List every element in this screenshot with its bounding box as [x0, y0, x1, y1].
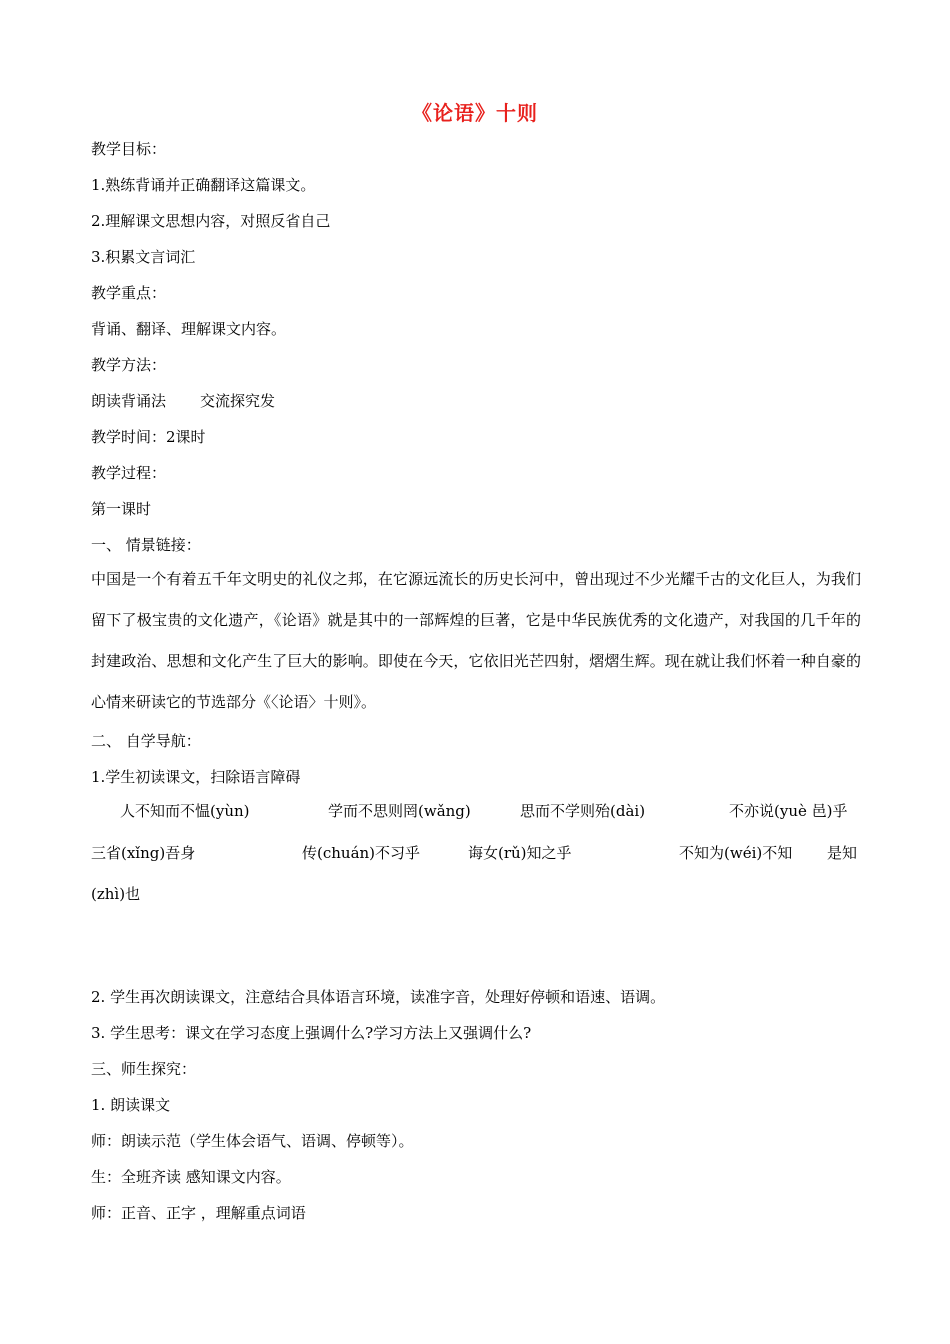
step-3-text: 3. 学生思考：课文在学习态度上强调什么?学习方法上又强调什么? — [91, 1024, 532, 1042]
process-heading: 教学过程： — [91, 464, 167, 482]
focus-heading: 教学重点： — [91, 284, 167, 302]
method-reading: 朗读背诵法 — [91, 392, 167, 410]
intro-paragraph: 中国是一个有着五千年文明史的礼仪之邦，在它源远流长的历史长河中，曾出现过不少光耀千古的文化巨人，为我们留下了极宝贵的文化遗产，《论语》就是其中的一部辉煌的巨著，它是中华民族优秀的文化遗产，对我国的几千年的封建政治、思想和文化产生了巨大的影响。即使在今天，它依旧光芒四射，熠熠生辉。现在就让我们怀着一种自豪的心情来研读它的节选部分《〈论语〉十则》。 — [91, 570, 861, 711]
step-1-text: 1.学生初读课文，扫除语言障碍 — [91, 768, 301, 786]
pinyin-item: 不亦说(yuè 邑)乎 — [729, 802, 848, 820]
pinyin-item: 人不知而不愠(yùn) — [120, 802, 250, 820]
section-one-heading: 一、 情景链接： — [91, 536, 201, 554]
objective-1: 1.熟练背诵并正确翻译这篇课文。 — [91, 176, 316, 194]
objective-3: 3.积累文言词汇 — [91, 248, 196, 266]
section-three-heading: 三、师生探究： — [91, 1060, 197, 1078]
pinyin-item: 诲女(rǔ)知之乎 — [468, 844, 572, 862]
section-two-heading: 二、 自学导航： — [91, 732, 201, 750]
methods-heading: 教学方法： — [91, 356, 167, 374]
focus-text: 背诵、翻译、理解课文内容。 — [91, 320, 287, 338]
lesson-one-heading: 第一课时 — [91, 500, 152, 518]
time-text: 教学时间：2课时 — [91, 428, 206, 446]
teacher-line-2: 师：正音、正字 ，理解重点词语 — [91, 1204, 306, 1222]
explore-step-1: 1. 朗读课文 — [91, 1096, 171, 1114]
document-title: 《论语》十则 — [412, 101, 538, 125]
pinyin-item: 学而不思则罔(wǎng) — [328, 802, 471, 820]
method-discussion: 交流探究发 — [200, 392, 276, 410]
student-line: 生：全班齐读 感知课文内容。 — [91, 1168, 291, 1186]
pinyin-item: 三省(xǐng)吾身 — [91, 844, 196, 862]
teacher-line-1: 师：朗读示范（学生体会语气、语调、停顿等）。 — [91, 1132, 414, 1150]
pinyin-item: 不知为(wéi)不知 — [679, 844, 793, 862]
pinyin-item: 思而不学则殆(dài) — [520, 802, 646, 820]
pinyin-item: 传(chuán)不习乎 — [302, 844, 421, 862]
objectives-heading: 教学目标： — [91, 140, 167, 158]
pinyin-item: 是知 — [827, 844, 858, 862]
step-2-text: 2. 学生再次朗读课文，注意结合具体语言环境，读准字音，处理好停顿和语速、语调。 — [91, 988, 666, 1006]
pinyin-item: (zhì)也 — [91, 885, 141, 903]
objective-2: 2.理解课文思想内容，对照反省自己 — [91, 212, 331, 230]
